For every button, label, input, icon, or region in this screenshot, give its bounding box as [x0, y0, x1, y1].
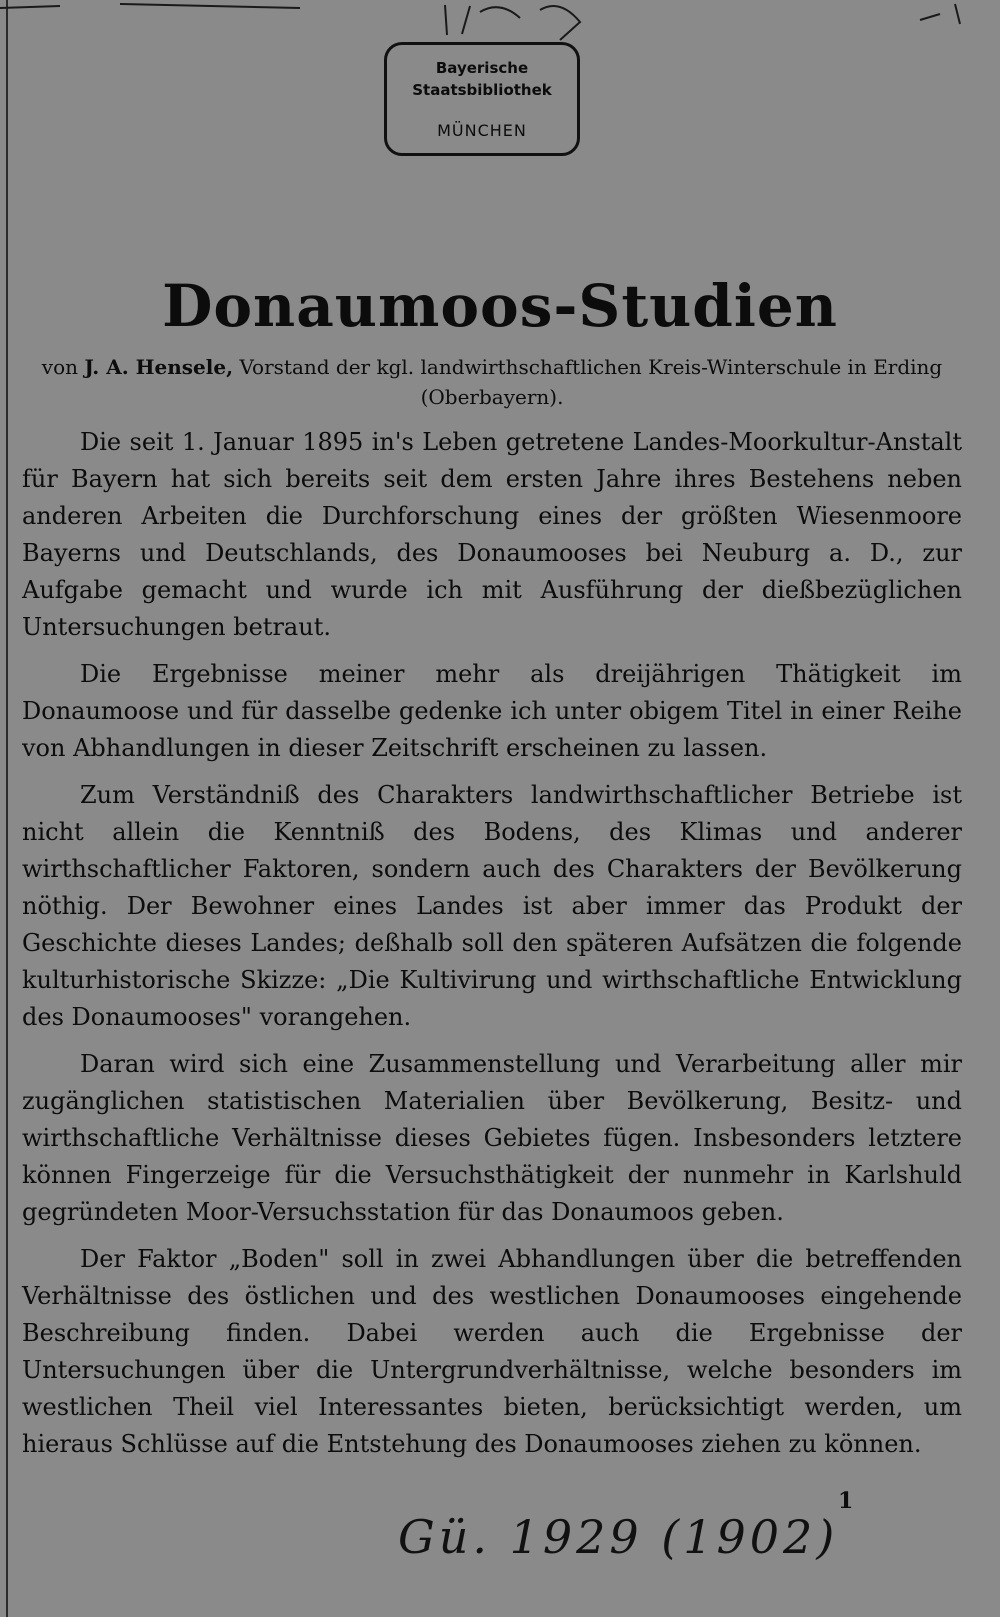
- library-stamp: [384, 42, 580, 156]
- paragraph: Die seit 1. Januar 1895 in's Leben getretene Landes-Moorkultur-Anstalt für Bayern hat sich bereits seit dem ersten Jahre ihres Bestehens neben anderen Arbeiten die Durchforschung eines der größten Wiesenmoore Bayerns und Deutschlands, des Donaumooses bei Neuburg a. D., zur Aufgabe gemacht und wurde ich mit Ausführung der dießbezüglichen Untersuchungen betraut.: [22, 428, 962, 641]
- paragraph: Zum Verständniß des Charakters landwirthschaftlicher Betriebe ist nicht allein die Kenntniß des Bodens, des Klimas und anderer wirthschaftlicher Faktoren, sondern auch des Charakters der Bevölkerung nöthig. Der Bewohner eines Landes ist aber immer das Produkt der Geschichte dieses Landes; deßhalb soll den späteren Aufsätzen die folgende kulturhistorische Skizze: „Die Kultivirung und wirthschaftliche Entwicklung des Donaumooses" vorangehen.: [22, 781, 962, 1031]
- author-role: Vorstand der kgl. landwirthschaftlichen Kreis-Winterschule in Erding (Oberbayern).: [239, 355, 943, 409]
- paragraph: Der Faktor „Boden" soll in zwei Abhandlungen über die betreffenden Verhältnisse des östlichen und des westlichen Donaumooses eingehende Beschreibung finden. Dabei werden auch die Ergebnisse der Untersuchungen über die Untergrundverhältnisse, welche besonders im westlichen Theil viel Interessantes bieten, berücksichtigt werden, um hieraus Schlüsse auf die Entstehung des Donaumooses ziehen zu können.: [22, 1245, 962, 1458]
- article-body: [22, 424, 962, 1473]
- article-title: Donaumoos-Studien: [162, 272, 838, 340]
- stamp-line-2: Staatsbibliothek: [412, 81, 552, 99]
- author-name: J. A. Hensele,: [84, 355, 234, 379]
- paragraph: Die Ergebnisse meiner mehr als dreijährigen Thätigkeit im Donaumoose und für dasselbe gedenke ich unter obigem Titel in einer Reihe von Abhandlungen in dieser Zeitschrift erscheinen zu lassen.: [22, 660, 962, 762]
- paragraph: Daran wird sich eine Zusammenstellung und Verarbeitung aller mir zugänglichen statistischen Materialien über Bevölkerung, Besitz- und wirthschaftliche Verhältnisse dieses Gebietes fügen. Insbesonders letztere können Fingerzeige für die Versuchsthätigkeit der nunmehr in Karlshuld gegründeten Moor-Versuchsstation für das Donaumoos geben.: [22, 1050, 962, 1226]
- page-edge-line: [6, 0, 8, 1617]
- stamp-line-3: MÜNCHEN: [437, 121, 527, 140]
- byline-prefix: von: [41, 355, 78, 379]
- handwritten-shelfmark: Gü. 1929 (1902): [398, 1510, 839, 1564]
- stamp-line-1: Bayerische: [435, 59, 529, 77]
- byline: [22, 352, 962, 412]
- page-number: 1: [838, 1488, 854, 1514]
